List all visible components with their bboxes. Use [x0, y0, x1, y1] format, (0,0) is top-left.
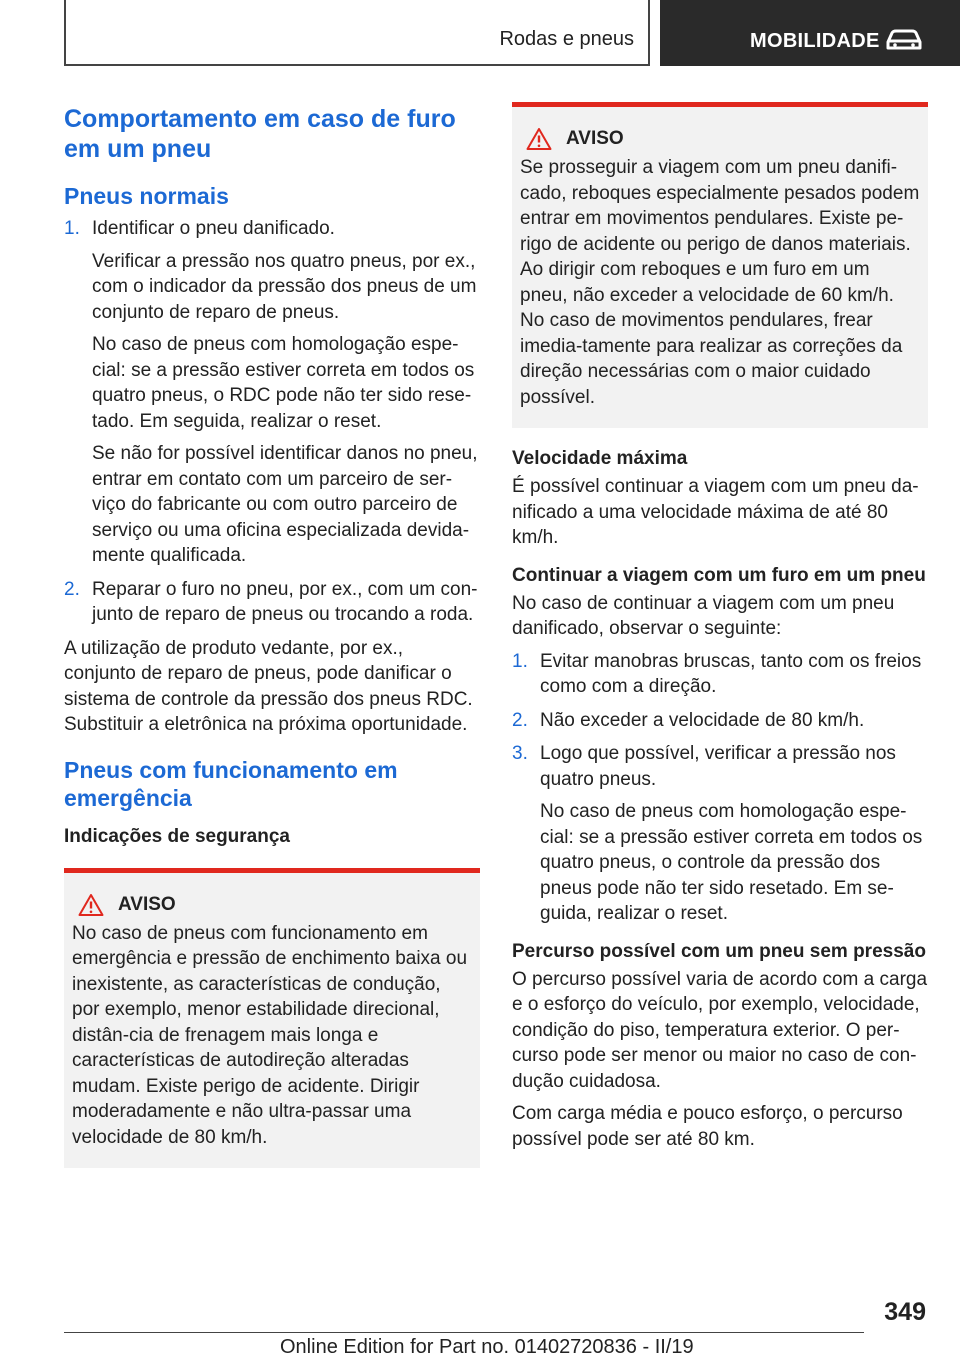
step-text: Verificar a pressão nos quatro pneus, por ex., com o indicador da pressão dos pneus de um conjunto de reparo de pneus.	[92, 250, 477, 323]
section-title: Rodas e pneus	[499, 28, 634, 50]
list-item	[64, 577, 480, 628]
warning-triangle-icon	[78, 893, 104, 917]
warning-text: Se prosseguir a viagem com um pneu danifi-cado, reboques especialmente pesados podem entrar em movimentos pendulares. Existe pe-rigo de acidente ou perigo de danos materiais. Ao dirigir com reboques e um furo em um pneu, não exceder a velocidade de 60 km/h. No caso de movimentos pendulares, frear imedia-tamente para realizar as correções da direção necessárias com o maior cuidado possível.	[520, 157, 920, 408]
warning-box	[64, 868, 480, 1169]
list-number: 1.	[64, 218, 80, 239]
range-text-2: Com carga média e pouco esforço, o percurso possível pode ser até 80 km.	[512, 1103, 903, 1150]
right-column	[512, 100, 928, 1159]
continue-steps-list	[512, 649, 928, 927]
list-number: 3.	[512, 743, 528, 764]
step-text: Reparar o furo no pneu, por ex., com um con-junto de reparo de pneus ou trocando a roda.	[92, 578, 478, 625]
left-column	[64, 100, 480, 1186]
edition-text: Online Edition for Part no. 01402720836 - II/19	[280, 1336, 694, 1358]
page-header	[0, 0, 960, 66]
step-text: Logo que possível, verificar a pressão nos quatro pneus.	[540, 743, 896, 790]
warning-header	[520, 127, 920, 151]
safety-heading: Indicações de segurança	[64, 825, 290, 847]
step-text: No caso de pneus com homologação espe-cial: se a pressão estiver correta em todos os quatro pneus, o RDC pode não ter sido rese-tado. Em seguida, realizar o reset.	[92, 334, 475, 432]
page-number: 349	[884, 1298, 926, 1326]
warning-text: No caso de pneus com funcionamento em emergência e pressão de enchimento baixa ou inexistente, as características de condução, por exemplo, menor estabilidade direcional, distân-cia de frenagem mais longa e características de autodireção alteradas mudam. Existe perigo de acidente. Dirigir moderadamente e não ultra-passar uma velocidade de 80 km/h.	[72, 922, 468, 1148]
list-item	[512, 649, 928, 700]
list-number: 2.	[512, 709, 528, 731]
continue-intro: No caso de continuar a viagem com um pneu danificado, observar o seguinte:	[512, 592, 895, 639]
warning-title: AVISO	[566, 128, 624, 149]
list-item	[512, 708, 928, 734]
step-text: Evitar manobras bruscas, tanto com os freios como com a direção.	[540, 650, 922, 697]
step-text: No caso de pneus com homologação espe-cial: se a pressão estiver correta em todos os quatro pneus, o controle da pressão dos pneus pode não ter sido resetado. Em se-guida, realizar o reset.	[540, 801, 923, 924]
list-item	[64, 216, 480, 569]
warning-title: AVISO	[118, 893, 176, 915]
sealant-note: A utilização de produto vedante, por ex., conjunto de reparo de pneus, pode danificar o sistema de controle da pressão dos pneus RDC. Substituir a eletrônica na próxima oportunidade.	[64, 637, 473, 735]
footer-divider	[64, 1332, 864, 1333]
runflat-heading: Pneus com funcionamento em emergência	[64, 756, 398, 811]
chapter-title: MOBILIDADE	[750, 30, 880, 52]
list-number: 2.	[64, 578, 80, 600]
list-number: 1.	[512, 650, 528, 672]
step-text: Não exceder a velocidade de 80 km/h.	[540, 709, 865, 731]
warning-header	[72, 893, 472, 917]
normal-tires-heading: Pneus normais	[64, 183, 229, 209]
section-tab	[64, 0, 650, 66]
warning-box	[512, 102, 928, 428]
step-text: Identificar o pneu danificado.	[92, 218, 335, 239]
warning-triangle-icon	[526, 127, 552, 151]
continue-heading: Continuar a viagem com um furo em um pneu	[512, 564, 926, 586]
page-title: Comportamento em caso de furo em um pneu	[64, 105, 456, 163]
max-speed-heading: Velocidade máxima	[512, 448, 688, 469]
normal-steps-list	[64, 216, 480, 628]
max-speed-text: É possível continuar a viagem com um pneu da-nificado a uma velocidade máxima de até 80 km/h.	[512, 476, 919, 548]
range-heading: Percurso possível com um pneu sem pressão	[512, 940, 926, 962]
range-text: O percurso possível varia de acordo com a carga e o esforço do veículo, por exemplo, velocidade, condição do piso, temperatura exterior. O per-curso pode ser menor ou maior no caso de con-dução cuidadosa.	[512, 968, 928, 1092]
step-text: Se não for possível identificar danos no pneu, entrar em contato com um parceiro de ser-viço do fabricante ou com outro parceiro de serviço ou uma oficina especializada devida-mente qualificada.	[92, 443, 478, 566]
list-item	[512, 741, 928, 927]
car-icon	[884, 28, 924, 52]
